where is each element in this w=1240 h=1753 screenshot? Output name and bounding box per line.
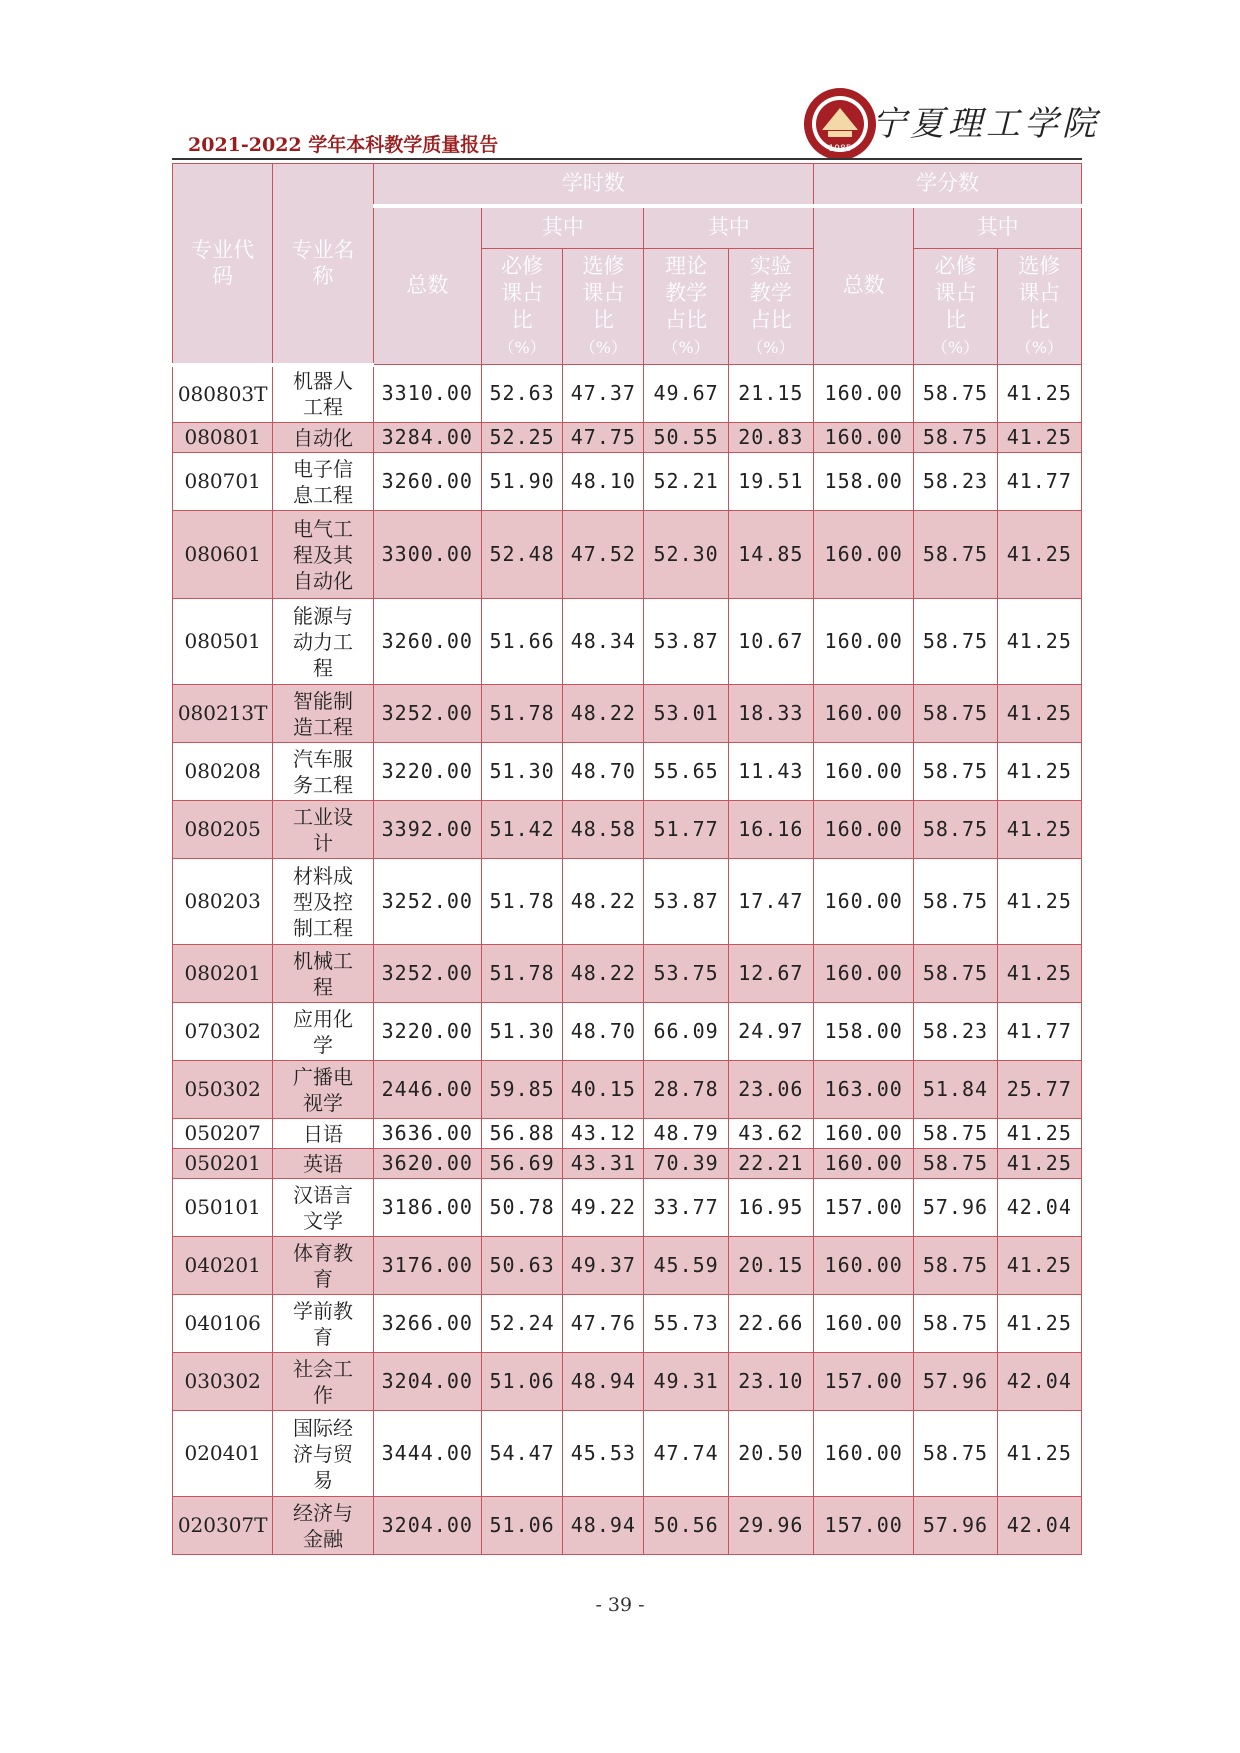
cell-required-ratio: 51.66 bbox=[481, 599, 562, 685]
cell-credit-required-ratio: 58.75 bbox=[914, 801, 997, 859]
cell-credit-required-ratio: 58.75 bbox=[914, 1237, 997, 1295]
cell-credit-elective-ratio: 42.04 bbox=[997, 1497, 1081, 1555]
cell-credits-total: 160.00 bbox=[814, 859, 914, 945]
cell-credit-elective-ratio: 41.25 bbox=[997, 1411, 1081, 1497]
cell-hours-total: 3260.00 bbox=[373, 453, 481, 511]
cell-major-name: 汉语言文学 bbox=[273, 1179, 373, 1237]
cell-major-name: 汽车服务工程 bbox=[273, 743, 373, 801]
cell-major-code: 070302 bbox=[173, 1003, 273, 1061]
cell-major-name: 材料成型及控制工程 bbox=[273, 859, 373, 945]
cell-credit-required-ratio: 57.96 bbox=[914, 1353, 997, 1411]
table-row bbox=[173, 1061, 1082, 1119]
col-header-hours-total: 总数 bbox=[373, 206, 481, 365]
table-body bbox=[173, 365, 1082, 1555]
cell-elective-ratio: 43.12 bbox=[563, 1119, 644, 1149]
col-header-name: 专业名称 bbox=[273, 164, 373, 365]
cell-theory-ratio: 52.30 bbox=[644, 511, 728, 599]
cell-credits-total: 160.00 bbox=[814, 1149, 914, 1179]
cell-credits-total: 160.00 bbox=[814, 511, 914, 599]
cell-credit-required-ratio: 51.84 bbox=[914, 1061, 997, 1119]
table-row bbox=[173, 859, 1082, 945]
cell-credit-elective-ratio: 41.25 bbox=[997, 1295, 1081, 1353]
cell-credit-required-ratio: 58.75 bbox=[914, 945, 997, 1003]
cell-elective-ratio: 48.22 bbox=[563, 685, 644, 743]
col-header-theory-ratio: 理论教学占比 （%） bbox=[644, 249, 728, 365]
cell-credits-total: 160.00 bbox=[814, 801, 914, 859]
cell-elective-ratio: 47.76 bbox=[563, 1295, 644, 1353]
report-title: 2021-2022 学年本科教学质量报告 bbox=[188, 134, 499, 156]
cell-elective-ratio: 48.58 bbox=[563, 801, 644, 859]
cell-credit-required-ratio: 58.75 bbox=[914, 365, 997, 423]
cell-credit-required-ratio: 58.75 bbox=[914, 1119, 997, 1149]
cell-required-ratio: 52.48 bbox=[481, 511, 562, 599]
cell-major-code: 040106 bbox=[173, 1295, 273, 1353]
cell-major-name: 英语 bbox=[273, 1149, 373, 1179]
cell-major-name: 智能制造工程 bbox=[273, 685, 373, 743]
col-header-elective-ratio: 选修课占比 （%） bbox=[563, 249, 644, 365]
cell-elective-ratio: 45.53 bbox=[563, 1411, 644, 1497]
cell-major-code: 080213T bbox=[173, 685, 273, 743]
cell-theory-ratio: 53.01 bbox=[644, 685, 728, 743]
cell-major-code: 080803T bbox=[173, 365, 273, 423]
cell-theory-ratio: 66.09 bbox=[644, 1003, 728, 1061]
cell-credit-required-ratio: 57.96 bbox=[914, 1497, 997, 1555]
cell-required-ratio: 50.63 bbox=[481, 1237, 562, 1295]
cell-required-ratio: 51.78 bbox=[481, 945, 562, 1003]
table-row bbox=[173, 1353, 1082, 1411]
group-header-credits: 学分数 bbox=[814, 164, 1082, 206]
cell-credits-total: 158.00 bbox=[814, 1003, 914, 1061]
cell-elective-ratio: 48.22 bbox=[563, 945, 644, 1003]
cell-required-ratio: 51.90 bbox=[481, 453, 562, 511]
cell-major-code: 080801 bbox=[173, 423, 273, 453]
cell-credit-elective-ratio: 41.25 bbox=[997, 1149, 1081, 1179]
cell-major-name: 自动化 bbox=[273, 423, 373, 453]
cell-required-ratio: 54.47 bbox=[481, 1411, 562, 1497]
cell-major-code: 050201 bbox=[173, 1149, 273, 1179]
cell-elective-ratio: 48.70 bbox=[563, 743, 644, 801]
cell-practice-ratio: 20.15 bbox=[728, 1237, 813, 1295]
cell-hours-total: 2446.00 bbox=[373, 1061, 481, 1119]
cell-major-code: 080208 bbox=[173, 743, 273, 801]
cell-theory-ratio: 51.77 bbox=[644, 801, 728, 859]
cell-hours-total: 3252.00 bbox=[373, 945, 481, 1003]
cell-credit-elective-ratio: 41.25 bbox=[997, 685, 1081, 743]
cell-practice-ratio: 20.83 bbox=[728, 423, 813, 453]
cell-credits-total: 160.00 bbox=[814, 945, 914, 1003]
cell-practice-ratio: 16.16 bbox=[728, 801, 813, 859]
cell-credit-required-ratio: 58.75 bbox=[914, 599, 997, 685]
cell-hours-total: 3310.00 bbox=[373, 365, 481, 423]
cell-major-code: 050302 bbox=[173, 1061, 273, 1119]
cell-credit-required-ratio: 58.75 bbox=[914, 1411, 997, 1497]
cell-practice-ratio: 29.96 bbox=[728, 1497, 813, 1555]
cell-theory-ratio: 48.79 bbox=[644, 1119, 728, 1149]
cell-hours-total: 3204.00 bbox=[373, 1353, 481, 1411]
cell-credits-total: 158.00 bbox=[814, 453, 914, 511]
cell-required-ratio: 51.06 bbox=[481, 1497, 562, 1555]
cell-major-name: 国际经济与贸易 bbox=[273, 1411, 373, 1497]
cell-elective-ratio: 47.52 bbox=[563, 511, 644, 599]
table-row bbox=[173, 1411, 1082, 1497]
cell-required-ratio: 51.78 bbox=[481, 859, 562, 945]
col-header-credit-elective-ratio: 选修课占比 （%） bbox=[997, 249, 1081, 365]
cell-theory-ratio: 53.87 bbox=[644, 599, 728, 685]
cell-hours-total: 3220.00 bbox=[373, 743, 481, 801]
cell-credit-elective-ratio: 41.25 bbox=[997, 801, 1081, 859]
cell-practice-ratio: 23.10 bbox=[728, 1353, 813, 1411]
cell-required-ratio: 51.30 bbox=[481, 743, 562, 801]
cell-theory-ratio: 47.74 bbox=[644, 1411, 728, 1497]
cell-elective-ratio: 48.10 bbox=[563, 453, 644, 511]
cell-theory-ratio: 33.77 bbox=[644, 1179, 728, 1237]
cell-major-code: 020307T bbox=[173, 1497, 273, 1555]
cell-major-name: 工业设计 bbox=[273, 801, 373, 859]
cell-hours-total: 3392.00 bbox=[373, 801, 481, 859]
cell-elective-ratio: 47.75 bbox=[563, 423, 644, 453]
cell-practice-ratio: 18.33 bbox=[728, 685, 813, 743]
cell-credit-required-ratio: 58.75 bbox=[914, 743, 997, 801]
cell-major-name: 电气工程及其自动化 bbox=[273, 511, 373, 599]
cell-practice-ratio: 23.06 bbox=[728, 1061, 813, 1119]
cell-hours-total: 3636.00 bbox=[373, 1119, 481, 1149]
cell-theory-ratio: 28.78 bbox=[644, 1061, 728, 1119]
cell-hours-total: 3284.00 bbox=[373, 423, 481, 453]
cell-credits-total: 160.00 bbox=[814, 685, 914, 743]
cell-major-code: 080601 bbox=[173, 511, 273, 599]
cell-major-name: 经济与金融 bbox=[273, 1497, 373, 1555]
cell-theory-ratio: 50.56 bbox=[644, 1497, 728, 1555]
cell-required-ratio: 52.24 bbox=[481, 1295, 562, 1353]
cell-credit-required-ratio: 57.96 bbox=[914, 1179, 997, 1237]
cell-theory-ratio: 70.39 bbox=[644, 1149, 728, 1179]
subgroup-of-which-2: 其中 bbox=[644, 206, 814, 249]
cell-major-name: 广播电视学 bbox=[273, 1061, 373, 1119]
cell-hours-total: 3220.00 bbox=[373, 1003, 481, 1061]
cell-elective-ratio: 43.31 bbox=[563, 1149, 644, 1179]
cell-major-code: 080205 bbox=[173, 801, 273, 859]
cell-major-code: 040201 bbox=[173, 1237, 273, 1295]
cell-credit-elective-ratio: 41.25 bbox=[997, 423, 1081, 453]
cell-major-name: 应用化学 bbox=[273, 1003, 373, 1061]
cell-practice-ratio: 22.21 bbox=[728, 1149, 813, 1179]
cell-credit-elective-ratio: 41.25 bbox=[997, 859, 1081, 945]
cell-credits-total: 160.00 bbox=[814, 743, 914, 801]
cell-practice-ratio: 21.15 bbox=[728, 365, 813, 423]
cell-elective-ratio: 48.22 bbox=[563, 859, 644, 945]
col-header-code: 专业代码 bbox=[173, 164, 273, 365]
cell-major-code: 030302 bbox=[173, 1353, 273, 1411]
cell-practice-ratio: 19.51 bbox=[728, 453, 813, 511]
cell-practice-ratio: 11.43 bbox=[728, 743, 813, 801]
seal-year: 1985 bbox=[828, 144, 852, 154]
cell-practice-ratio: 14.85 bbox=[728, 511, 813, 599]
cell-hours-total: 3620.00 bbox=[373, 1149, 481, 1179]
cell-credits-total: 163.00 bbox=[814, 1061, 914, 1119]
cell-credit-required-ratio: 58.75 bbox=[914, 1295, 997, 1353]
logo-wordmark: 宁夏理工学院 bbox=[872, 104, 1100, 144]
cell-elective-ratio: 49.22 bbox=[563, 1179, 644, 1237]
table-row bbox=[173, 1497, 1082, 1555]
cell-required-ratio: 51.78 bbox=[481, 685, 562, 743]
cell-hours-total: 3252.00 bbox=[373, 859, 481, 945]
cell-credits-total: 160.00 bbox=[814, 1237, 914, 1295]
cell-required-ratio: 52.63 bbox=[481, 365, 562, 423]
cell-credit-required-ratio: 58.75 bbox=[914, 1149, 997, 1179]
cell-credit-required-ratio: 58.75 bbox=[914, 511, 997, 599]
cell-required-ratio: 59.85 bbox=[481, 1061, 562, 1119]
cell-elective-ratio: 48.70 bbox=[563, 1003, 644, 1061]
subgroup-of-which-3: 其中 bbox=[914, 206, 1082, 249]
cell-hours-total: 3260.00 bbox=[373, 599, 481, 685]
cell-hours-total: 3186.00 bbox=[373, 1179, 481, 1237]
cell-theory-ratio: 52.21 bbox=[644, 453, 728, 511]
cell-credit-elective-ratio: 25.77 bbox=[997, 1061, 1081, 1119]
cell-major-name: 电子信息工程 bbox=[273, 453, 373, 511]
table-row bbox=[173, 685, 1082, 743]
cell-hours-total: 3444.00 bbox=[373, 1411, 481, 1497]
cell-theory-ratio: 53.75 bbox=[644, 945, 728, 1003]
cell-credit-required-ratio: 58.23 bbox=[914, 453, 997, 511]
cell-major-code: 050101 bbox=[173, 1179, 273, 1237]
col-header-credits-total: 总数 bbox=[814, 206, 914, 365]
cell-elective-ratio: 48.94 bbox=[563, 1353, 644, 1411]
table-row bbox=[173, 365, 1082, 423]
cell-credit-elective-ratio: 41.77 bbox=[997, 1003, 1081, 1061]
table-row bbox=[173, 945, 1082, 1003]
cell-theory-ratio: 55.65 bbox=[644, 743, 728, 801]
col-header-practice-ratio: 实验教学占比 （%） bbox=[728, 249, 813, 365]
table-row bbox=[173, 1149, 1082, 1179]
cell-practice-ratio: 12.67 bbox=[728, 945, 813, 1003]
page-number: - 39 - bbox=[595, 1594, 645, 1616]
cell-hours-total: 3300.00 bbox=[373, 511, 481, 599]
header-divider bbox=[172, 158, 1082, 160]
cell-credit-required-ratio: 58.23 bbox=[914, 1003, 997, 1061]
cell-credit-elective-ratio: 42.04 bbox=[997, 1179, 1081, 1237]
cell-credits-total: 157.00 bbox=[814, 1353, 914, 1411]
cell-credits-total: 160.00 bbox=[814, 1119, 914, 1149]
table-row bbox=[173, 1179, 1082, 1237]
table-row bbox=[173, 743, 1082, 801]
cell-elective-ratio: 48.34 bbox=[563, 599, 644, 685]
cell-credit-elective-ratio: 41.77 bbox=[997, 453, 1081, 511]
cell-major-code: 080201 bbox=[173, 945, 273, 1003]
cell-major-name: 能源与动力工程 bbox=[273, 599, 373, 685]
cell-credit-elective-ratio: 41.25 bbox=[997, 1119, 1081, 1149]
cell-elective-ratio: 40.15 bbox=[563, 1061, 644, 1119]
table-row bbox=[173, 801, 1082, 859]
table-row bbox=[173, 511, 1082, 599]
table-row bbox=[173, 1003, 1082, 1061]
cell-credits-total: 157.00 bbox=[814, 1179, 914, 1237]
col-header-credit-required-ratio: 必修课占比 （%） bbox=[914, 249, 997, 365]
table-row bbox=[173, 1237, 1082, 1295]
cell-required-ratio: 56.88 bbox=[481, 1119, 562, 1149]
cell-credit-elective-ratio: 41.25 bbox=[997, 945, 1081, 1003]
cell-major-name: 体育教育 bbox=[273, 1237, 373, 1295]
col-header-required-ratio: 必修课占比 （%） bbox=[481, 249, 562, 365]
cell-theory-ratio: 49.67 bbox=[644, 365, 728, 423]
cell-required-ratio: 52.25 bbox=[481, 423, 562, 453]
cell-practice-ratio: 17.47 bbox=[728, 859, 813, 945]
cell-major-name: 机器人工程 bbox=[273, 365, 373, 423]
cell-credits-total: 160.00 bbox=[814, 365, 914, 423]
cell-major-name: 学前教育 bbox=[273, 1295, 373, 1353]
cell-practice-ratio: 20.50 bbox=[728, 1411, 813, 1497]
cell-required-ratio: 56.69 bbox=[481, 1149, 562, 1179]
cell-credit-elective-ratio: 41.25 bbox=[997, 511, 1081, 599]
cell-credits-total: 160.00 bbox=[814, 1295, 914, 1353]
group-header-hours: 学时数 bbox=[373, 164, 813, 206]
cell-theory-ratio: 55.73 bbox=[644, 1295, 728, 1353]
cell-elective-ratio: 47.37 bbox=[563, 365, 644, 423]
cell-credit-required-ratio: 58.75 bbox=[914, 423, 997, 453]
table-row bbox=[173, 599, 1082, 685]
cell-major-code: 020401 bbox=[173, 1411, 273, 1497]
cell-required-ratio: 51.42 bbox=[481, 801, 562, 859]
cell-elective-ratio: 49.37 bbox=[563, 1237, 644, 1295]
cell-theory-ratio: 49.31 bbox=[644, 1353, 728, 1411]
cell-major-code: 080203 bbox=[173, 859, 273, 945]
cell-credit-elective-ratio: 41.25 bbox=[997, 365, 1081, 423]
cell-hours-total: 3252.00 bbox=[373, 685, 481, 743]
curriculum-table bbox=[172, 163, 1082, 1555]
cell-major-code: 080701 bbox=[173, 453, 273, 511]
cell-credit-elective-ratio: 41.25 bbox=[997, 599, 1081, 685]
cell-practice-ratio: 24.97 bbox=[728, 1003, 813, 1061]
table-row bbox=[173, 453, 1082, 511]
cell-credits-total: 157.00 bbox=[814, 1497, 914, 1555]
cell-hours-total: 3266.00 bbox=[373, 1295, 481, 1353]
cell-theory-ratio: 45.59 bbox=[644, 1237, 728, 1295]
cell-elective-ratio: 48.94 bbox=[563, 1497, 644, 1555]
cell-hours-total: 3176.00 bbox=[373, 1237, 481, 1295]
cell-credit-required-ratio: 58.75 bbox=[914, 685, 997, 743]
table-row bbox=[173, 1119, 1082, 1149]
cell-major-name: 日语 bbox=[273, 1119, 373, 1149]
cell-theory-ratio: 50.55 bbox=[644, 423, 728, 453]
cell-credit-elective-ratio: 41.25 bbox=[997, 743, 1081, 801]
cell-hours-total: 3204.00 bbox=[373, 1497, 481, 1555]
cell-practice-ratio: 10.67 bbox=[728, 599, 813, 685]
table-row bbox=[173, 1295, 1082, 1353]
cell-required-ratio: 51.06 bbox=[481, 1353, 562, 1411]
subgroup-of-which-1: 其中 bbox=[481, 206, 644, 249]
cell-credits-total: 160.00 bbox=[814, 1411, 914, 1497]
cell-credit-elective-ratio: 41.25 bbox=[997, 1237, 1081, 1295]
cell-credit-required-ratio: 58.75 bbox=[914, 859, 997, 945]
table-row bbox=[173, 423, 1082, 453]
cell-major-code: 050207 bbox=[173, 1119, 273, 1149]
cell-required-ratio: 51.30 bbox=[481, 1003, 562, 1061]
cell-major-code: 080501 bbox=[173, 599, 273, 685]
cell-practice-ratio: 43.62 bbox=[728, 1119, 813, 1149]
cell-credits-total: 160.00 bbox=[814, 599, 914, 685]
cell-major-name: 机械工程 bbox=[273, 945, 373, 1003]
cell-credits-total: 160.00 bbox=[814, 423, 914, 453]
cell-major-name: 社会工作 bbox=[273, 1353, 373, 1411]
cell-credit-elective-ratio: 42.04 bbox=[997, 1353, 1081, 1411]
cell-theory-ratio: 53.87 bbox=[644, 859, 728, 945]
cell-practice-ratio: 16.95 bbox=[728, 1179, 813, 1237]
cell-practice-ratio: 22.66 bbox=[728, 1295, 813, 1353]
cell-required-ratio: 50.78 bbox=[481, 1179, 562, 1237]
